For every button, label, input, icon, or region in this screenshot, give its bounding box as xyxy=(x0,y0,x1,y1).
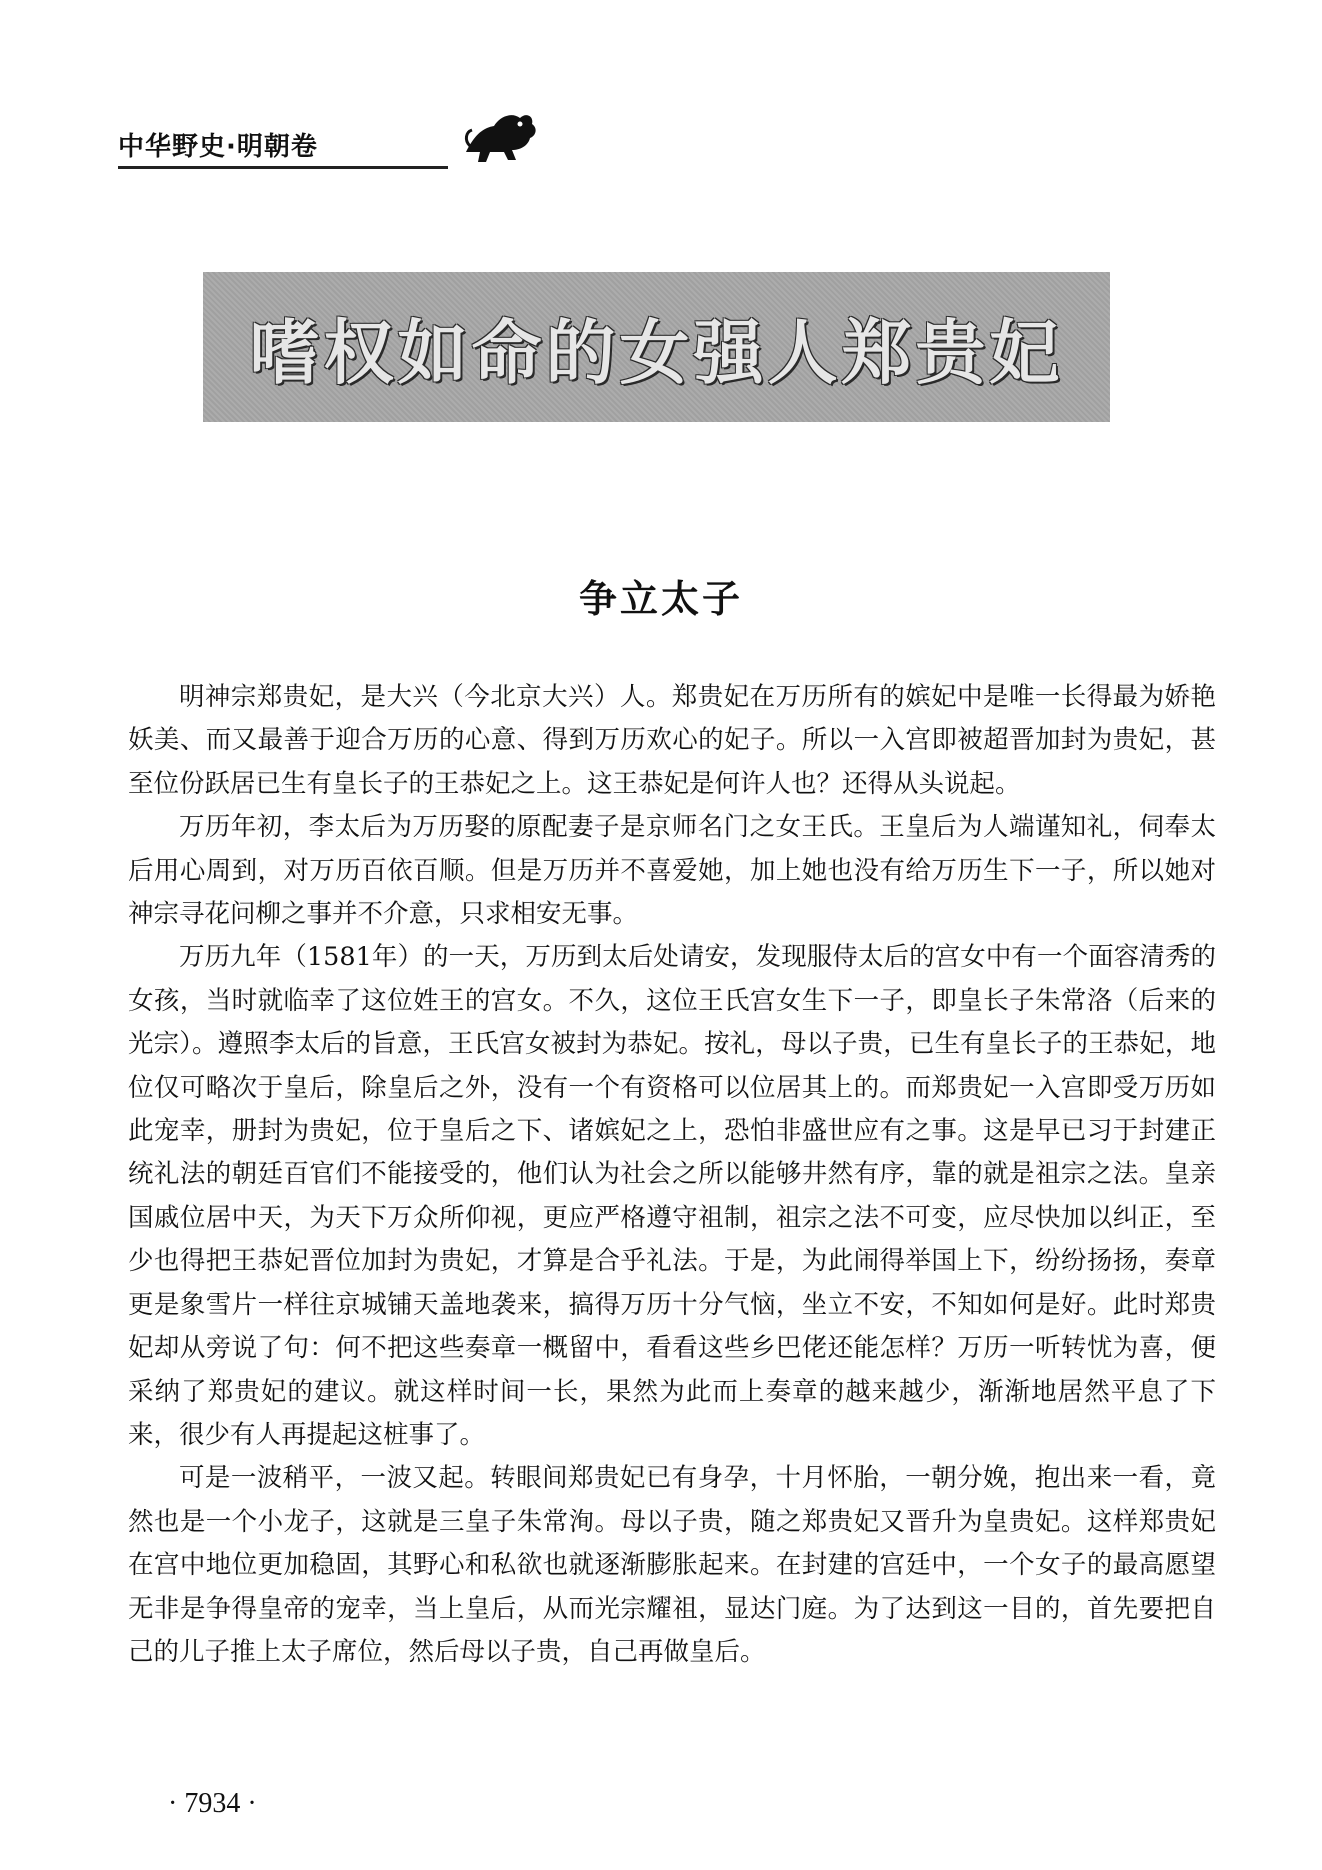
paragraph: 万历九年（1581年）的一天，万历到太后处请安，发现服侍太后的宫女中有一个面容清秀的女孩，当时就临幸了这位姓王的宫女。不久，这位王氏宫女生下一子，即皇长子朱常洛（后来的光宗）。遵照李太后的旨意，王氏宫女被封为恭妃。按礼，母以子贵，已生有皇长子的王恭妃，地位仅可略次于皇后，除皇后之外，没有一个有资格可以位居其上的。而郑贵妃一入宫即受万历如此宠幸，册封为贵妃，位于皇后之下、诸嫔妃之上，恐怕非盛世应有之事。这是早已习于封建正统礼法的朝廷百官们不能接受的，他们认为社会之所以能够井然有序，靠的就是祖宗之法。皇亲国戚位居中天，为天下万众所仰视，更应严格遵守祖制，祖宗之法不可变，应尽快加以纠正，至少也得把王恭妃晋位加封为贵妃，才算是合乎礼法。于是，为此闹得举国上下，纷纷扬扬，奏章更是象雪片一样往京城铺天盖地袭来，搞得万历十分气恼，坐立不安，不知如何是好。此时郑贵妃却从旁说了句：何不把这些奏章一概留中，看看这些乡巴佬还能怎样？万历一听转忧为喜，便采纳了郑贵妃的建议。就这样时间一长，果然为此而上奏章的越来越少，渐渐地居然平息了下来，很少有人再提起这桩事了。 xyxy=(128,942,1216,1450)
section-title: 争立太子 xyxy=(578,577,743,621)
paragraph: 可是一波稍平，一波又起。转眼间郑贵妃已有身孕，十月怀胎，一朝分娩，抱出来一看，竟然也是一个小龙子，这就是三皇子朱常洵。母以子贵，随之郑贵妃又晋升为皇贵妃。这样郑贵妃在宫中地位更加稳固，其野心和私欲也就逐渐膨胀起来。在封建的宫廷中，一个女子的最高愿望无非是争得皇帝的宠幸，当上皇后，从而光宗耀祖，显达门庭。为了达到这一目的，首先要把自己的儿子推上太子席位，然后母以子贵，自己再做皇后。 xyxy=(128,1463,1216,1667)
paragraph: 万历年初，李太后为万历娶的原配妻子是京师名门之女王氏。王皇后为人端谨知礼，伺奉太后用心周到，对万历百依百顺。但是万历并不喜爱她，加上她也没有给万历生下一子，所以她对神宗寻花问柳之事并不介意，只求相安无事。 xyxy=(128,812,1216,930)
lion-emblem-icon xyxy=(460,106,542,168)
header-rule xyxy=(118,166,448,169)
paragraph: 明神宗郑贵妃，是大兴（今北京大兴）人。郑贵妃在万历所有的嫔妃中是唯一长得最为娇艳妖美、而又最善于迎合万历的心意、得到万历欢心的妃子。所以一入宫即被超晋加封为贵妃，甚至位份跃居已生有皇长子的王恭妃之上。这王恭妃是何许人也？还得从头说起。 xyxy=(128,682,1216,799)
body-text xyxy=(128,676,1216,1674)
book-title: 中华野史·明朝卷 xyxy=(118,132,318,162)
page-number: · 7934 · xyxy=(168,1788,257,1819)
chapter-banner xyxy=(203,272,1110,422)
chapter-title: 嗜权如命的女强人郑贵妃 xyxy=(249,310,1064,394)
